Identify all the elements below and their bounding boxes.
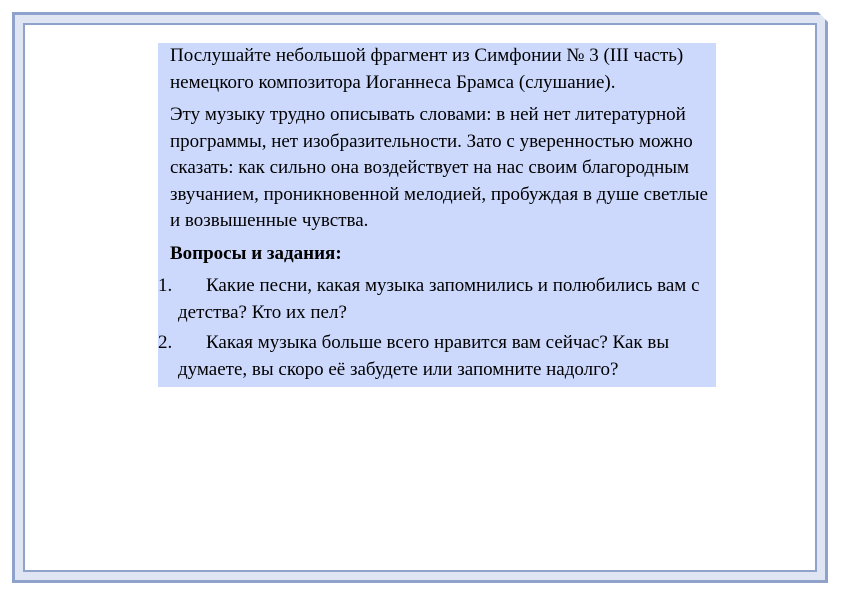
task-number: 2.: [158, 332, 173, 353]
intro-paragraph: Послушайте небольшой фрагмент из Симфонии № 3 (III часть) немецкого композитора Иоганнеса Брамса (слушание).: [158, 43, 716, 98]
task-item-1: [158, 271, 716, 328]
task-item-2: [158, 328, 716, 387]
description-paragraph: Эту музыку трудно описывать словами: в ней нет литературной программы, нет изобразительности. Зато с уверенностью можно сказать: как сильно она воздействует на нас своим благородным звучанием, проникновенной мелодией, пробуждая в душе светлые и возвышенные чувства.: [158, 98, 716, 237]
frame-corner-notch: [818, 12, 828, 22]
task-number: 1.: [158, 275, 173, 296]
tasks-heading: Вопросы и задания:: [158, 237, 716, 272]
task-text: Какая музыка больше всего нравится вам сейчас? Как вы думаете, вы скоро её забудете или запомните надолго?: [178, 332, 670, 380]
lesson-text-block: [158, 43, 716, 387]
task-text: Какие песни, какая музыка запомнились и полюбились вам с детства? Кто их пел?: [178, 275, 700, 323]
